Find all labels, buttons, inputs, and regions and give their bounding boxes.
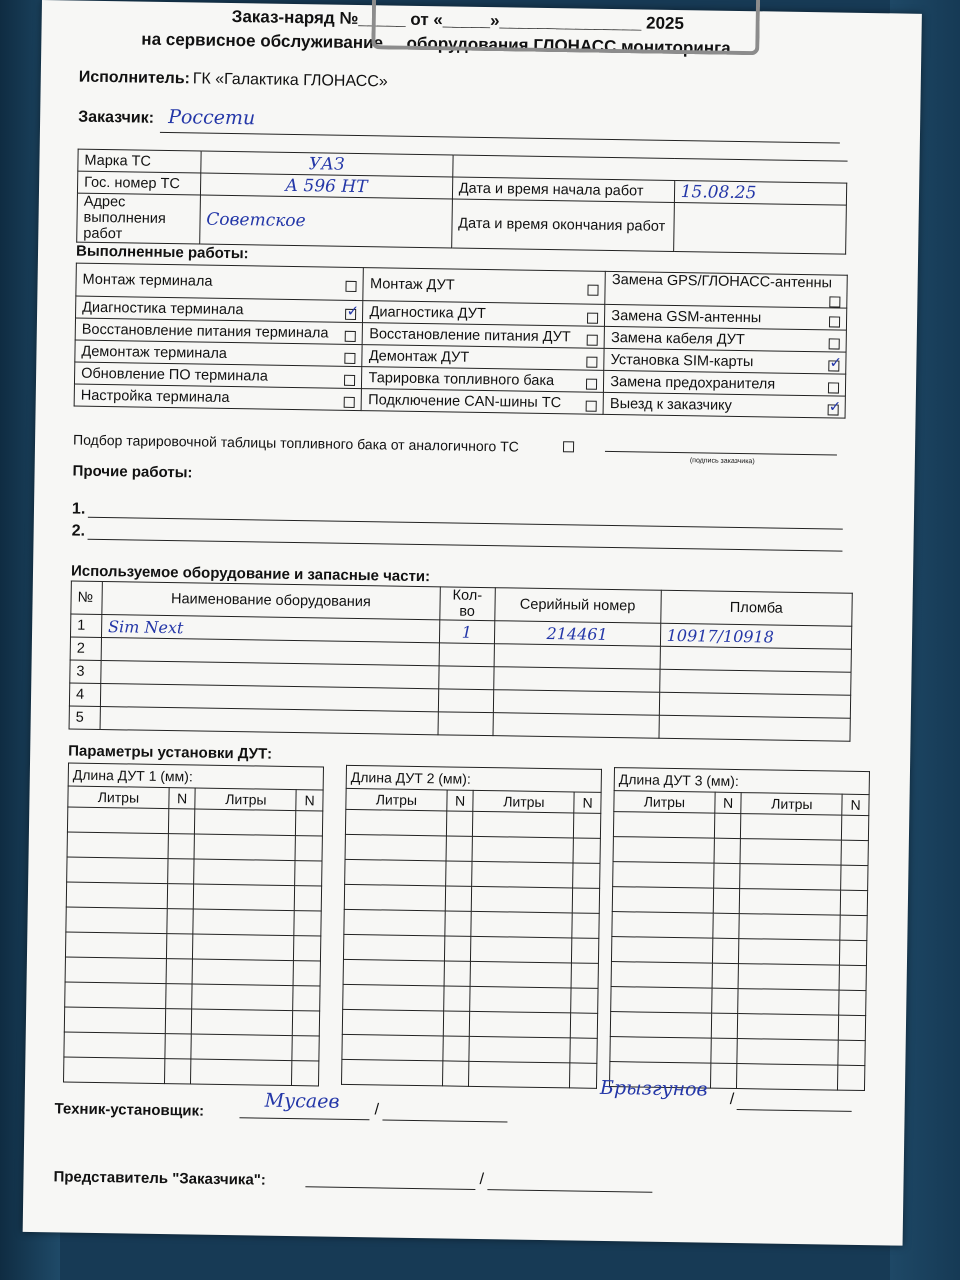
dut-cell[interactable] bbox=[571, 1013, 598, 1038]
work-item-checkbox[interactable] bbox=[345, 352, 356, 363]
work-item-checkbox[interactable] bbox=[829, 296, 840, 307]
dut-cell[interactable] bbox=[470, 986, 571, 1013]
dut-cell[interactable] bbox=[610, 1012, 711, 1039]
dut-cell[interactable] bbox=[711, 1013, 738, 1038]
dut-header: Литры bbox=[68, 786, 169, 809]
dut-cell[interactable] bbox=[193, 934, 294, 961]
equipment-cell: 4 bbox=[69, 683, 100, 706]
dut-header: Литры bbox=[741, 793, 842, 816]
work-item-label: Замена кабеля ДУТ bbox=[610, 329, 745, 348]
executor-label: Исполнитель: bbox=[78, 68, 191, 88]
equipment-cell bbox=[493, 690, 659, 716]
tank-table-checkbox[interactable] bbox=[563, 441, 574, 452]
dut-cell[interactable] bbox=[739, 939, 840, 966]
dut-cell[interactable] bbox=[839, 990, 866, 1015]
dut-cell[interactable] bbox=[292, 1061, 319, 1086]
dut-cell[interactable] bbox=[741, 814, 842, 841]
work-item-label: Замена предохранителя bbox=[610, 373, 776, 393]
dut-cell[interactable] bbox=[66, 907, 167, 934]
dut-cell[interactable] bbox=[740, 839, 841, 866]
work-item-label: Замена GPS/ГЛОНАСС-антенны bbox=[611, 271, 833, 292]
dut-cell[interactable] bbox=[295, 886, 322, 911]
work-item-label: Диагностика терминала bbox=[82, 299, 244, 318]
dut-cell[interactable] bbox=[445, 911, 472, 936]
equipment-cell bbox=[659, 669, 851, 695]
equipment-cell bbox=[493, 713, 659, 739]
dut-cell[interactable] bbox=[610, 1037, 711, 1064]
dut-header: Литры bbox=[195, 788, 296, 811]
dut-cell[interactable] bbox=[841, 890, 868, 915]
dut-cell[interactable] bbox=[613, 837, 714, 864]
dut-cell[interactable] bbox=[738, 989, 839, 1016]
technician-name-line bbox=[382, 1119, 507, 1122]
technician-sign-line bbox=[239, 1117, 369, 1120]
dut-cell[interactable] bbox=[192, 1009, 293, 1036]
technician-signature: Мусаев bbox=[264, 1089, 340, 1113]
dut-cell[interactable] bbox=[613, 862, 714, 889]
work-item-checkbox[interactable] bbox=[344, 396, 355, 407]
dut-cell[interactable] bbox=[194, 859, 295, 886]
dut-cell[interactable] bbox=[443, 1036, 470, 1061]
dut-cell[interactable] bbox=[193, 909, 294, 936]
technician-name: Брызгунов bbox=[599, 1076, 708, 1101]
dut-cell[interactable] bbox=[294, 911, 321, 936]
end-value bbox=[673, 202, 846, 254]
dut-caption: Длина ДУТ 2 (мм): bbox=[346, 765, 601, 792]
work-item-checkbox[interactable] bbox=[587, 334, 598, 345]
dut-cell[interactable] bbox=[472, 886, 573, 913]
dut-cell[interactable] bbox=[739, 914, 840, 941]
dut-cell[interactable] bbox=[343, 984, 444, 1011]
equipment-cell: 214461 bbox=[494, 621, 660, 647]
dut-header: N bbox=[169, 788, 196, 809]
dut-cell[interactable] bbox=[296, 811, 323, 836]
dut-table-1 bbox=[63, 763, 324, 1087]
dut-cell[interactable] bbox=[167, 909, 194, 934]
dut-cell[interactable] bbox=[446, 861, 473, 886]
work-item bbox=[76, 263, 364, 301]
work-item-label: Демонтаж ДУТ bbox=[368, 347, 470, 366]
work-item-checkbox[interactable] bbox=[587, 312, 598, 323]
dut-cell[interactable] bbox=[711, 1038, 738, 1063]
dut-cell[interactable] bbox=[345, 809, 446, 836]
equipment-cell: 10917/10918 bbox=[660, 623, 852, 649]
works-table bbox=[74, 263, 848, 419]
dut-cell[interactable] bbox=[65, 982, 166, 1009]
dut-cell[interactable] bbox=[194, 884, 295, 911]
work-item-checkbox[interactable] bbox=[588, 285, 599, 296]
dut-cell[interactable] bbox=[712, 988, 739, 1013]
equipment-cell bbox=[659, 692, 851, 718]
dut-cell[interactable] bbox=[473, 811, 574, 838]
work-item-checkbox[interactable] bbox=[344, 374, 355, 385]
dut-cell[interactable] bbox=[839, 1015, 866, 1040]
equipment-cell bbox=[439, 643, 494, 667]
dut-header: N bbox=[842, 794, 869, 815]
equipment-cell: 5 bbox=[69, 706, 100, 729]
dut-cell[interactable] bbox=[840, 940, 867, 965]
other-line-2 bbox=[88, 539, 843, 552]
technician-label: Техник-установщик: bbox=[54, 1100, 205, 1120]
dut-cell[interactable] bbox=[345, 834, 446, 861]
second-name-line bbox=[737, 1109, 852, 1112]
dut-cell[interactable] bbox=[166, 984, 193, 1009]
dut-cell[interactable] bbox=[737, 1039, 838, 1066]
dut-cell[interactable] bbox=[842, 815, 869, 840]
slash-1: / bbox=[374, 1101, 380, 1119]
work-item-label: Установка SIM-карты bbox=[610, 351, 754, 370]
dut-cell[interactable] bbox=[573, 863, 600, 888]
dut-cell[interactable] bbox=[292, 1036, 319, 1061]
dut-cell[interactable] bbox=[168, 834, 195, 859]
start-cell bbox=[674, 180, 847, 205]
work-item bbox=[74, 384, 362, 411]
dut-table-2 bbox=[341, 765, 602, 1089]
dut-cell[interactable] bbox=[64, 1007, 165, 1034]
dut-cell[interactable] bbox=[573, 838, 600, 863]
work-item-label: Тарировка топливного бака bbox=[368, 369, 555, 389]
rep-name-line bbox=[487, 1189, 652, 1193]
dut-cell[interactable] bbox=[471, 936, 572, 963]
work-item-checkbox[interactable] bbox=[829, 338, 840, 349]
start-label: Дата и время начала работ bbox=[452, 177, 674, 202]
equipment-title: Используемое оборудование и запасные части: bbox=[70, 562, 431, 586]
dut-row bbox=[342, 1059, 597, 1088]
dut-cell[interactable] bbox=[344, 909, 445, 936]
dut-cell[interactable] bbox=[293, 986, 320, 1011]
rep-sign-line bbox=[305, 1186, 475, 1190]
dut-cell[interactable] bbox=[574, 813, 601, 838]
work-item bbox=[363, 268, 605, 305]
dut-cell[interactable] bbox=[191, 1034, 292, 1061]
dut-cell[interactable] bbox=[740, 864, 841, 891]
dut-cell[interactable] bbox=[193, 959, 294, 986]
dut-cell[interactable] bbox=[839, 965, 866, 990]
dut-cell[interactable] bbox=[611, 987, 712, 1014]
equipment-cell: 1 bbox=[439, 620, 494, 644]
dut-cell[interactable] bbox=[738, 1014, 839, 1041]
tank-table-label bbox=[73, 429, 574, 456]
dut-caption: Длина ДУТ 3 (мм): bbox=[614, 768, 869, 795]
address-label: Адрес выполнения работ bbox=[77, 193, 201, 244]
equipment-cell bbox=[438, 712, 493, 736]
dut-cell[interactable] bbox=[166, 959, 193, 984]
dut-cell[interactable] bbox=[168, 809, 195, 834]
work-item-label: Подключение CAN-шины ТС bbox=[368, 391, 562, 411]
dut-cell[interactable] bbox=[740, 889, 841, 916]
dut-cell[interactable] bbox=[571, 963, 598, 988]
dut-header: N bbox=[715, 792, 742, 813]
brand-value: УАЗ bbox=[308, 153, 345, 175]
dut-cell[interactable] bbox=[572, 913, 599, 938]
vehicle-table bbox=[76, 149, 847, 255]
dut-header: N bbox=[447, 790, 474, 811]
slash-3: / bbox=[479, 1171, 485, 1189]
equipment-cell: 2 bbox=[70, 637, 101, 660]
equipment-header: № bbox=[71, 581, 102, 614]
dut-cell[interactable] bbox=[344, 884, 445, 911]
dut-cell[interactable] bbox=[841, 865, 868, 890]
brand-label: Марка ТС bbox=[78, 149, 201, 173]
dut-cell[interactable] bbox=[67, 807, 168, 834]
dut-cell[interactable] bbox=[840, 915, 867, 940]
other-item-1: 1. bbox=[71, 500, 86, 518]
dut-cell[interactable] bbox=[166, 934, 193, 959]
equipment-cell: Sim Next bbox=[101, 615, 439, 643]
plate-label: Гос. номер ТС bbox=[77, 171, 200, 195]
equipment-cell bbox=[438, 689, 493, 713]
equipment-cell bbox=[660, 646, 852, 672]
dut-cell[interactable] bbox=[343, 934, 444, 961]
work-item-label: Восстановление питания ДУТ bbox=[369, 325, 571, 345]
dut-cell[interactable] bbox=[194, 834, 295, 861]
dut-cell[interactable] bbox=[739, 964, 840, 991]
dut-header: Литры bbox=[473, 790, 574, 813]
dut-cell[interactable] bbox=[712, 938, 739, 963]
dut-cell[interactable] bbox=[342, 1059, 443, 1086]
works-title: Выполненные работы: bbox=[75, 242, 249, 263]
dut-cell[interactable] bbox=[571, 988, 598, 1013]
dut-cell[interactable] bbox=[572, 938, 599, 963]
equipment-cell bbox=[659, 715, 851, 741]
dut-header: Литры bbox=[614, 791, 715, 814]
customer-rep-label: Представитель "Заказчика": bbox=[53, 1168, 266, 1189]
equipment-cell bbox=[439, 666, 494, 690]
work-item-label: Выезд к заказчику bbox=[609, 395, 732, 414]
customer-sign-line bbox=[605, 451, 837, 456]
clipboard-clip bbox=[371, 0, 760, 55]
start-value: 15.08.25 bbox=[680, 181, 757, 203]
work-item-checkbox[interactable] bbox=[828, 360, 839, 371]
other-works-title: Прочие работы: bbox=[72, 462, 193, 482]
dut-cell[interactable] bbox=[469, 1036, 570, 1063]
dut-cell[interactable] bbox=[64, 1057, 165, 1084]
plate-value: А 596 НТ bbox=[285, 175, 368, 197]
dut-cell[interactable] bbox=[168, 859, 195, 884]
work-item-label: Диагностика ДУТ bbox=[369, 303, 486, 322]
dut-cell[interactable] bbox=[570, 1063, 597, 1088]
dut-caption: Длина ДУТ 1 (мм): bbox=[68, 763, 323, 790]
dut-cell[interactable] bbox=[611, 962, 712, 989]
tank-table-text: Подбор тарировочной таблицы топливного бака от аналогичного ТС bbox=[72, 431, 519, 455]
address-value: Советское bbox=[206, 209, 306, 232]
dut-table-3 bbox=[609, 767, 870, 1091]
work-item-checkbox[interactable] bbox=[346, 281, 357, 292]
title-line-1: Заказ-наряд №_____ от «_____»_______________ 2025 bbox=[231, 6, 685, 34]
dut-cell[interactable] bbox=[570, 1038, 597, 1063]
dut-cell[interactable] bbox=[613, 812, 714, 839]
dut-cell[interactable] bbox=[65, 957, 166, 984]
equipment-cell: 3 bbox=[70, 660, 101, 683]
dut-cell[interactable] bbox=[167, 884, 194, 909]
dut-header: N bbox=[574, 792, 601, 813]
dut-cell[interactable] bbox=[444, 961, 471, 986]
dut-cell[interactable] bbox=[469, 1061, 570, 1088]
dut-cell[interactable] bbox=[165, 1034, 192, 1059]
dut-cell[interactable] bbox=[838, 1040, 865, 1065]
work-item-label: Обновление ПО терминала bbox=[81, 365, 269, 385]
dut-cell[interactable] bbox=[713, 888, 740, 913]
dut-cell[interactable] bbox=[164, 1059, 191, 1084]
dut-cell[interactable] bbox=[444, 936, 471, 961]
dut-cell[interactable] bbox=[444, 986, 471, 1011]
dut-cell[interactable] bbox=[442, 1061, 469, 1086]
work-item-checkbox[interactable] bbox=[345, 330, 356, 341]
end-label: Дата и время окончания работ bbox=[451, 199, 674, 251]
dut-cell[interactable] bbox=[293, 1011, 320, 1036]
dut-cell[interactable] bbox=[471, 911, 572, 938]
dut-cell[interactable] bbox=[65, 932, 166, 959]
dut-header: Литры bbox=[346, 788, 447, 811]
dut-cell[interactable] bbox=[838, 1065, 865, 1090]
dut-cell[interactable] bbox=[342, 1009, 443, 1036]
dut-cell[interactable] bbox=[67, 832, 168, 859]
other-line-1 bbox=[88, 517, 843, 530]
dut-cell[interactable] bbox=[64, 1032, 165, 1059]
dut-cell[interactable] bbox=[611, 937, 712, 964]
dut-cell[interactable] bbox=[66, 882, 167, 909]
dut-cell[interactable] bbox=[472, 836, 573, 863]
customer-underline bbox=[160, 132, 840, 144]
dut-cell[interactable] bbox=[443, 1011, 470, 1036]
dut-cell[interactable] bbox=[195, 809, 296, 836]
dut-cell[interactable] bbox=[712, 963, 739, 988]
work-item-checkbox[interactable] bbox=[829, 316, 840, 327]
work-item bbox=[362, 389, 604, 415]
customer-label: Заказчик: bbox=[78, 108, 155, 127]
dut-cell[interactable] bbox=[295, 836, 322, 861]
other-item-2: 2. bbox=[71, 522, 86, 540]
equipment-table bbox=[69, 581, 853, 742]
work-item bbox=[603, 392, 845, 418]
work-order-sheet bbox=[23, 0, 922, 1246]
dut-cell[interactable] bbox=[737, 1064, 838, 1091]
address-cell bbox=[199, 195, 452, 248]
dut-cell[interactable] bbox=[294, 936, 321, 961]
dut-cell[interactable] bbox=[165, 1009, 192, 1034]
dut-cell[interactable] bbox=[714, 838, 741, 863]
dut-cell[interactable] bbox=[470, 1011, 571, 1038]
title-line-2: на сервисное обслуживание ... оборудования ГЛОНАСС мониторинга bbox=[141, 29, 731, 58]
dut-cell[interactable] bbox=[710, 1063, 737, 1088]
dut-cell[interactable] bbox=[713, 913, 740, 938]
dut-cell[interactable] bbox=[612, 887, 713, 914]
work-item-label: Монтаж ДУТ bbox=[369, 276, 455, 294]
dut-cell[interactable] bbox=[295, 861, 322, 886]
work-item-label: Монтаж терминала bbox=[82, 271, 213, 290]
dut-cell[interactable] bbox=[342, 1034, 443, 1061]
dut-cell[interactable] bbox=[445, 886, 472, 911]
work-item-label: Демонтаж терминала bbox=[81, 343, 228, 362]
dut-cell[interactable] bbox=[343, 959, 444, 986]
equipment-cell bbox=[494, 644, 660, 670]
executor-value: ГК «Галактика ГЛОНАСС» bbox=[192, 70, 388, 91]
dut-cell[interactable] bbox=[446, 811, 473, 836]
equipment-cell: 1 bbox=[70, 614, 101, 637]
work-item-checkbox[interactable] bbox=[345, 308, 356, 319]
work-item bbox=[605, 271, 847, 308]
work-item-checkbox[interactable] bbox=[587, 356, 598, 367]
equipment-cell bbox=[493, 667, 659, 693]
equipment-header: Наименование оборудования bbox=[102, 582, 440, 620]
dut-cell[interactable] bbox=[446, 836, 473, 861]
dut-row bbox=[64, 1057, 319, 1086]
dut-cell[interactable] bbox=[573, 888, 600, 913]
work-item-label: Замена GSM-антенны bbox=[611, 307, 762, 326]
equipment-header: Серийный номер bbox=[494, 588, 661, 624]
dut-cell[interactable] bbox=[841, 840, 868, 865]
equipment-header: Кол-во bbox=[440, 587, 495, 621]
slash-2: / bbox=[729, 1090, 735, 1109]
dut-cell[interactable] bbox=[191, 1059, 292, 1086]
customer-sign-note: (подпись заказчика) bbox=[689, 457, 755, 466]
equipment-cell bbox=[100, 707, 438, 735]
work-item-checkbox[interactable] bbox=[828, 404, 839, 415]
work-item-checkbox[interactable] bbox=[828, 382, 839, 393]
work-item-label: Настройка терминала bbox=[80, 387, 230, 406]
dut-cell[interactable] bbox=[714, 863, 741, 888]
work-item-checkbox[interactable] bbox=[586, 400, 597, 411]
dut-cell[interactable] bbox=[293, 961, 320, 986]
dut-header: N bbox=[296, 790, 323, 811]
customer-value: Россети bbox=[168, 105, 256, 130]
dut-title: Параметры установки ДУТ: bbox=[68, 742, 273, 763]
dut-cell[interactable] bbox=[192, 984, 293, 1011]
dut-cell[interactable] bbox=[67, 857, 168, 884]
dut-cell[interactable] bbox=[471, 961, 572, 988]
dut-cell[interactable] bbox=[345, 859, 446, 886]
dut-cell[interactable] bbox=[714, 813, 741, 838]
dut-cell[interactable] bbox=[612, 912, 713, 939]
equipment-header: Пломба bbox=[660, 590, 852, 626]
work-item-label: Восстановление питания терминала bbox=[81, 321, 329, 342]
dut-cell[interactable] bbox=[472, 861, 573, 888]
work-item-checkbox[interactable] bbox=[586, 378, 597, 389]
